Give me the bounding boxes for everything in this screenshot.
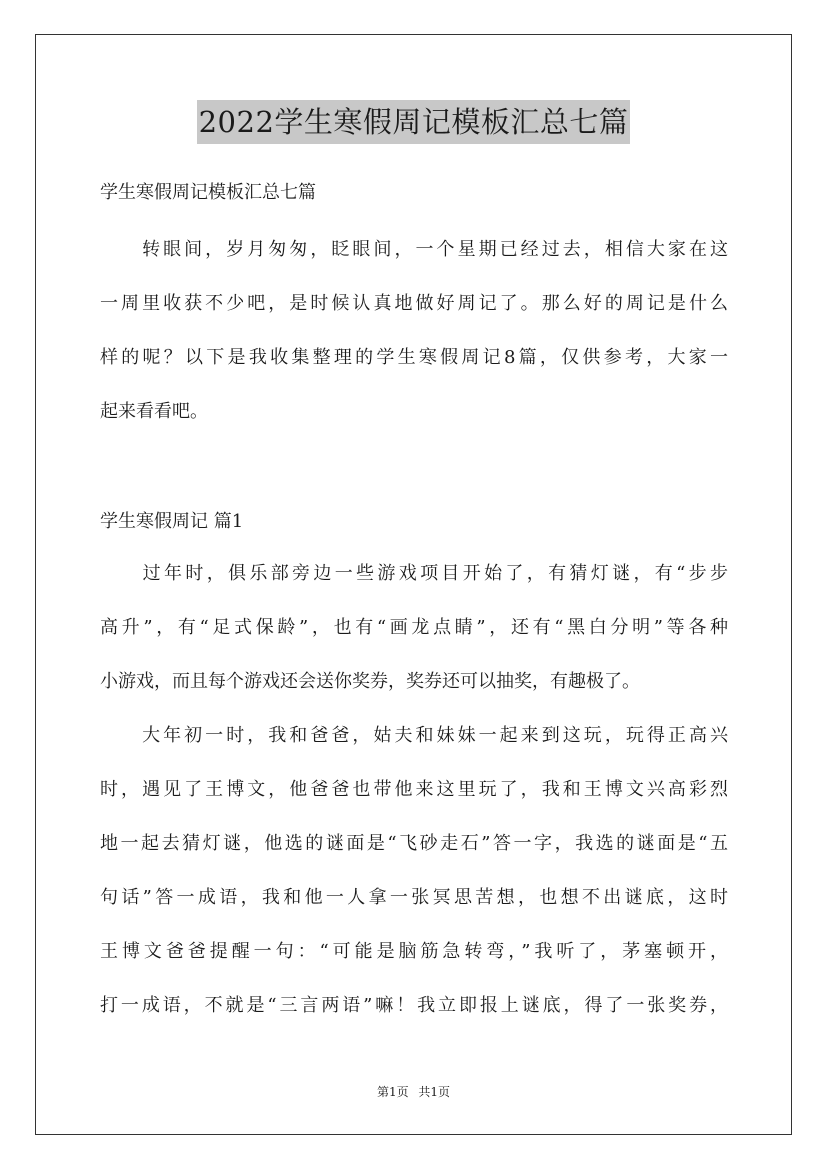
paragraph-line: 句话”答一成语，我和他一人拿一张冥思苦想，也想不出谜底，这时	[100, 887, 728, 908]
section-heading: 学生寒假周记 篇1	[100, 511, 244, 532]
paragraph-line: 打一成语，不就是“三言两语”嘛！我立即报上谜底，得了一张奖券，	[100, 995, 728, 1016]
paragraph-line: 高升”，有“足式保龄”，也有“画龙点睛”，还有“黑白分明”等各种	[100, 617, 728, 638]
title-container	[0, 100, 827, 144]
page-footer	[0, 1084, 827, 1100]
intro-line: 样的呢？以下是我收集整理的学生寒假周记8篇，仅供参考，大家一	[100, 347, 728, 368]
document-title: 2022学生寒假周记模板汇总七篇	[197, 100, 631, 144]
paragraph-line: 过年时，俱乐部旁边一些游戏项目开始了，有猜灯谜，有“步步	[100, 563, 728, 584]
intro-line: 一周里收获不少吧，是时候认真地做好周记了。那么好的周记是什么	[100, 293, 728, 314]
paragraph-line: 大年初一时，我和爸爸，姑夫和妹妹一起来到这玩，玩得正高兴	[100, 725, 728, 746]
paragraph-line: 地一起去猜灯谜，他选的谜面是“飞砂走石”答一字，我选的谜面是“五	[100, 833, 728, 854]
intro-line: 起来看看吧。	[100, 401, 208, 422]
document-subtitle: 学生寒假周记模板汇总七篇	[100, 182, 316, 203]
paragraph-line: 时，遇见了王博文，他爸爸也带他来这里玩了，我和王博文兴高彩烈	[100, 779, 728, 800]
page-number: 第1页	[376, 1085, 409, 1099]
page-total: 共1页	[418, 1085, 451, 1099]
intro-line: 转眼间，岁月匆匆，眨眼间，一个星期已经过去，相信大家在这	[100, 239, 728, 260]
paragraph-line: 王博文爸爸提醒一句：“可能是脑筋急转弯，”我听了，茅塞顿开，	[100, 941, 728, 962]
paragraph-line: 小游戏，而且每个游戏还会送你奖券，奖券还可以抽奖，有趣极了。	[100, 671, 640, 692]
